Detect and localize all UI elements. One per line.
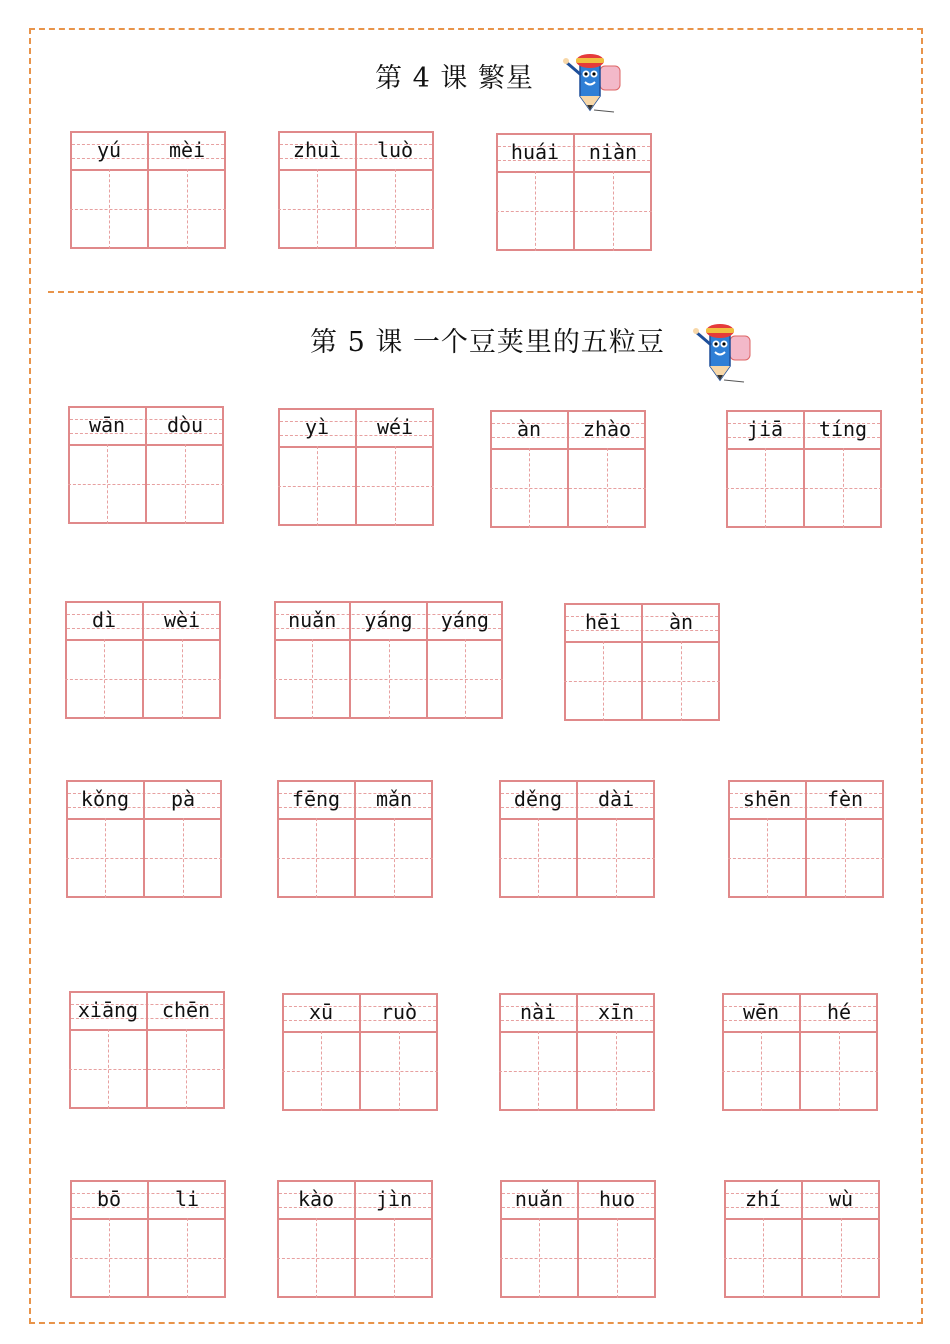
pinyin-syllable: nài	[519, 1000, 557, 1024]
cell-center-dash	[395, 446, 396, 526]
word-grid	[564, 603, 720, 721]
pinyin-syllable: jìn	[375, 1187, 413, 1211]
pinyin-syllable: děng	[513, 787, 563, 811]
cell-center-dash	[613, 171, 614, 251]
word-grid	[282, 993, 438, 1111]
cell-center-dash	[312, 639, 313, 719]
pinyin-syllable: yú	[96, 138, 122, 162]
pinyin-syllable: yì	[304, 415, 330, 439]
pinyin-syllable: kào	[297, 1187, 335, 1211]
word-grid	[499, 993, 655, 1111]
cell-center-dash	[394, 818, 395, 898]
cell-center-dash	[535, 171, 536, 251]
pinyin-syllable: xū	[308, 1000, 334, 1024]
pinyin-syllable: wēn	[742, 1000, 780, 1024]
cell-center-dash	[321, 1031, 322, 1111]
cell-center-dash	[399, 1031, 400, 1111]
pinyin-syllable: dài	[597, 787, 635, 811]
pinyin-syllable: bō	[96, 1187, 122, 1211]
pinyin-syllable: àn	[516, 417, 542, 441]
cell-center-dash	[109, 1218, 110, 1298]
pinyin-syllable: yáng	[440, 608, 489, 632]
pinyin-syllable: xiāng	[77, 998, 139, 1022]
cell-center-dash	[603, 641, 604, 721]
pinyin-syllable: fēng	[291, 787, 341, 811]
word-grid	[728, 780, 884, 898]
word-grid	[277, 1180, 433, 1298]
word-grid	[274, 601, 503, 719]
word-grid	[500, 1180, 656, 1298]
pinyin-syllable: li	[174, 1187, 200, 1211]
pinyin-syllable: wù	[828, 1187, 854, 1211]
pinyin-syllable: mǎn	[375, 787, 413, 811]
cell-center-dash	[317, 169, 318, 249]
cell-center-dash	[681, 641, 682, 721]
word-grid	[66, 780, 222, 898]
pinyin-syllable: zhí	[744, 1187, 782, 1211]
cell-center-dash	[107, 444, 108, 524]
cell-center-dash	[538, 818, 539, 898]
pinyin-syllable: dòu	[166, 413, 204, 437]
pinyin-syllable: nuǎn	[514, 1187, 564, 1211]
pinyin-syllable: tíng	[818, 417, 868, 441]
section-divider	[48, 291, 923, 293]
pinyin-syllable: fèn	[826, 787, 864, 811]
cell-center-dash	[841, 1218, 842, 1298]
pinyin-syllable: xīn	[597, 1000, 635, 1024]
cell-center-dash	[765, 448, 766, 528]
cell-center-dash	[465, 639, 466, 719]
word-grid	[70, 1180, 226, 1298]
word-grid	[496, 133, 652, 251]
cell-center-dash	[616, 1031, 617, 1111]
cell-center-dash	[316, 1218, 317, 1298]
lesson-5-title: 第 5 课 一个豆荚里的五粒豆	[310, 327, 665, 358]
cell-center-dash	[607, 448, 608, 528]
cell-center-dash	[316, 818, 317, 898]
word-grid	[490, 410, 646, 528]
cell-center-dash	[617, 1218, 618, 1298]
cell-center-dash	[105, 818, 106, 898]
frame-left-border	[29, 28, 31, 1324]
pinyin-syllable: jiā	[746, 417, 784, 441]
pinyin-syllable: nuǎn	[288, 608, 337, 632]
pinyin-syllable: huo	[598, 1187, 636, 1211]
word-grid	[278, 131, 434, 249]
cell-center-dash	[763, 1218, 764, 1298]
pinyin-syllable: wéi	[376, 415, 414, 439]
word-grid	[70, 131, 226, 249]
cell-center-dash	[395, 169, 396, 249]
pinyin-syllable: luò	[376, 138, 414, 162]
pinyin-syllable: dì	[91, 608, 117, 632]
cell-center-dash	[538, 1031, 539, 1111]
pinyin-syllable: niàn	[588, 140, 638, 164]
cell-center-dash	[839, 1031, 840, 1111]
pinyin-syllable: yáng	[364, 608, 413, 632]
cell-center-dash	[187, 169, 188, 249]
word-grid	[278, 408, 434, 526]
pinyin-syllable: pà	[170, 787, 196, 811]
cell-center-dash	[187, 1218, 188, 1298]
cell-center-dash	[185, 444, 186, 524]
word-grid	[499, 780, 655, 898]
cell-center-dash	[182, 639, 183, 719]
cell-center-dash	[186, 1029, 187, 1109]
cell-center-dash	[767, 818, 768, 898]
pinyin-syllable: kǒng	[80, 787, 130, 811]
pencil-mascot-icon	[690, 314, 756, 386]
word-grid	[69, 991, 225, 1109]
frame-top-border	[29, 28, 923, 30]
cell-center-dash	[761, 1031, 762, 1111]
pinyin-syllable: huái	[510, 140, 560, 164]
word-grid	[68, 406, 224, 524]
word-grid	[65, 601, 221, 719]
pinyin-syllable: hé	[826, 1000, 852, 1024]
pinyin-syllable: hēi	[584, 610, 622, 634]
word-grid	[724, 1180, 880, 1298]
cell-center-dash	[845, 818, 846, 898]
cell-center-dash	[529, 448, 530, 528]
cell-center-dash	[108, 1029, 109, 1109]
frame-bottom-border	[29, 1322, 923, 1324]
pinyin-syllable: shēn	[742, 787, 792, 811]
cell-center-dash	[317, 446, 318, 526]
cell-center-dash	[389, 639, 390, 719]
cell-center-dash	[539, 1218, 540, 1298]
cell-center-dash	[616, 818, 617, 898]
pinyin-syllable: ruò	[380, 1000, 418, 1024]
cell-center-dash	[843, 448, 844, 528]
pinyin-syllable: zhuì	[292, 138, 342, 162]
pinyin-syllable: wèi	[163, 608, 201, 632]
pinyin-syllable: chēn	[161, 998, 211, 1022]
cell-center-dash	[104, 639, 105, 719]
word-grid	[722, 993, 878, 1111]
cell-center-dash	[109, 169, 110, 249]
cell-center-dash	[394, 1218, 395, 1298]
pinyin-syllable: àn	[668, 610, 694, 634]
pinyin-syllable: wān	[88, 413, 126, 437]
pinyin-syllable: mèi	[168, 138, 206, 162]
word-grid	[277, 780, 433, 898]
frame-right-border	[921, 28, 923, 1324]
cell-center-dash	[183, 818, 184, 898]
pinyin-syllable: zhào	[582, 417, 632, 441]
lesson-4-title: 第 4 课 繁星	[375, 63, 534, 94]
pencil-mascot-icon	[560, 44, 626, 116]
word-grid	[726, 410, 882, 528]
